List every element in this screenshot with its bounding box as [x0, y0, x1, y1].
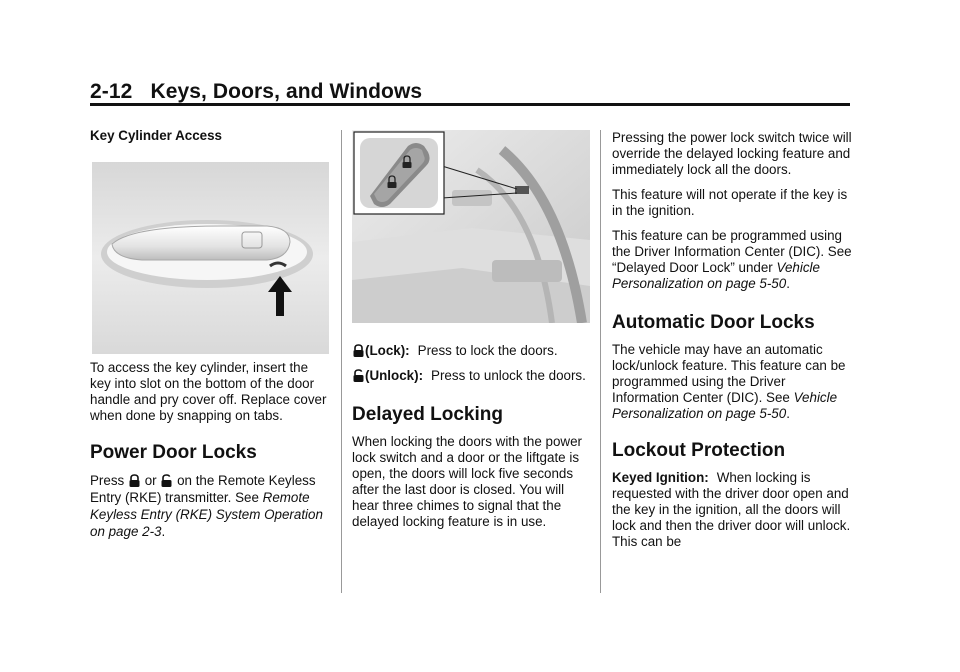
auto-ref: Vehicle Personalization on page 5-50 [612, 390, 838, 421]
power-door-locks-text [90, 472, 330, 540]
arrow-up-icon [268, 276, 292, 316]
power-locks-end: . [161, 524, 166, 539]
power-locks-text-2: on the Remote Keyless Entry (RKE) transmitter. See [90, 473, 316, 505]
automatic-door-locks-text [612, 342, 852, 422]
page-title: Keys, Doors, and Windows [150, 80, 423, 103]
door-switch-figure [352, 130, 590, 323]
column-divider-1 [341, 130, 342, 593]
key-cylinder-heading: Key Cylinder Access [90, 128, 222, 143]
delayed-locking-text: When locking the doors with the power lock switch and a door or the liftgate is open, the doors will lock five seconds after the last door is closed. You will hear three chimes to signal that the delayed locking feature is in use. [352, 434, 582, 529]
keyed-ignition-term: Keyed Ignition: [612, 470, 709, 485]
lock-term: (Lock): [365, 343, 410, 358]
power-locks-text-1: Press [90, 473, 125, 488]
power-locks-ref: Remote Keyless Entry (RKE) System Operation on page 2-3 [90, 490, 323, 539]
lock-icon [353, 344, 364, 357]
auto-end: . [786, 406, 790, 421]
door-handle-illustration [92, 162, 329, 354]
power-locks-text-or: or [144, 473, 157, 488]
column-1 [90, 128, 332, 153]
keyed-ignition-text [612, 470, 852, 550]
lock-text: Press to lock the doors. [417, 343, 558, 358]
page-header [90, 80, 422, 104]
program-ref: Vehicle Personalization on page 5-50 [612, 260, 820, 291]
auto-text-1: The vehicle may have an automatic lock/unlock feature. This feature can be programmed using the Driver Information Center (DIC). See [612, 342, 846, 405]
unlock-icon [161, 474, 172, 487]
column-3 [612, 130, 852, 559]
automatic-door-locks-heading: Automatic Door Locks [612, 312, 815, 333]
keyed-ignition-body: When locking is requested with the driver door open and the key in the ignition, all the doors will lock and then the driver door will unlock. This can be [612, 470, 851, 549]
door-panel-illustration [352, 130, 590, 323]
program-text-1: This feature can be programmed using the Driver Information Center (DIC). See “Delayed Door Lock” under [612, 228, 852, 275]
lock-icon [129, 474, 140, 487]
key-cylinder-text: To access the key cylinder, insert the key into slot on the bottom of the door handle and pry cover off. Replace cover when done by snapping on tabs. [90, 360, 327, 423]
unlock-term: (Unlock): [365, 368, 424, 383]
program-text [612, 228, 852, 292]
delayed-locking-heading: Delayed Locking [352, 404, 503, 425]
unlock-icon [353, 369, 364, 382]
column-2 [352, 343, 590, 539]
program-end: . [786, 276, 790, 291]
column-divider-2 [600, 130, 601, 593]
door-handle-figure [92, 162, 329, 354]
header-rule [90, 103, 850, 106]
page-number: 2-12 [90, 80, 133, 103]
override-text: Pressing the power lock switch twice will override the delayed locking feature and immediately lock all the doors. [612, 130, 852, 177]
lock-definition [352, 343, 590, 359]
unlock-definition [352, 368, 590, 384]
unlock-text: Press to unlock the doors. [431, 368, 586, 383]
ignition-text: This feature will not operate if the key is in the ignition. [612, 187, 848, 218]
lockout-protection-heading: Lockout Protection [612, 440, 786, 461]
column-1-lower [90, 360, 330, 549]
power-door-locks-heading: Power Door Locks [90, 442, 257, 463]
